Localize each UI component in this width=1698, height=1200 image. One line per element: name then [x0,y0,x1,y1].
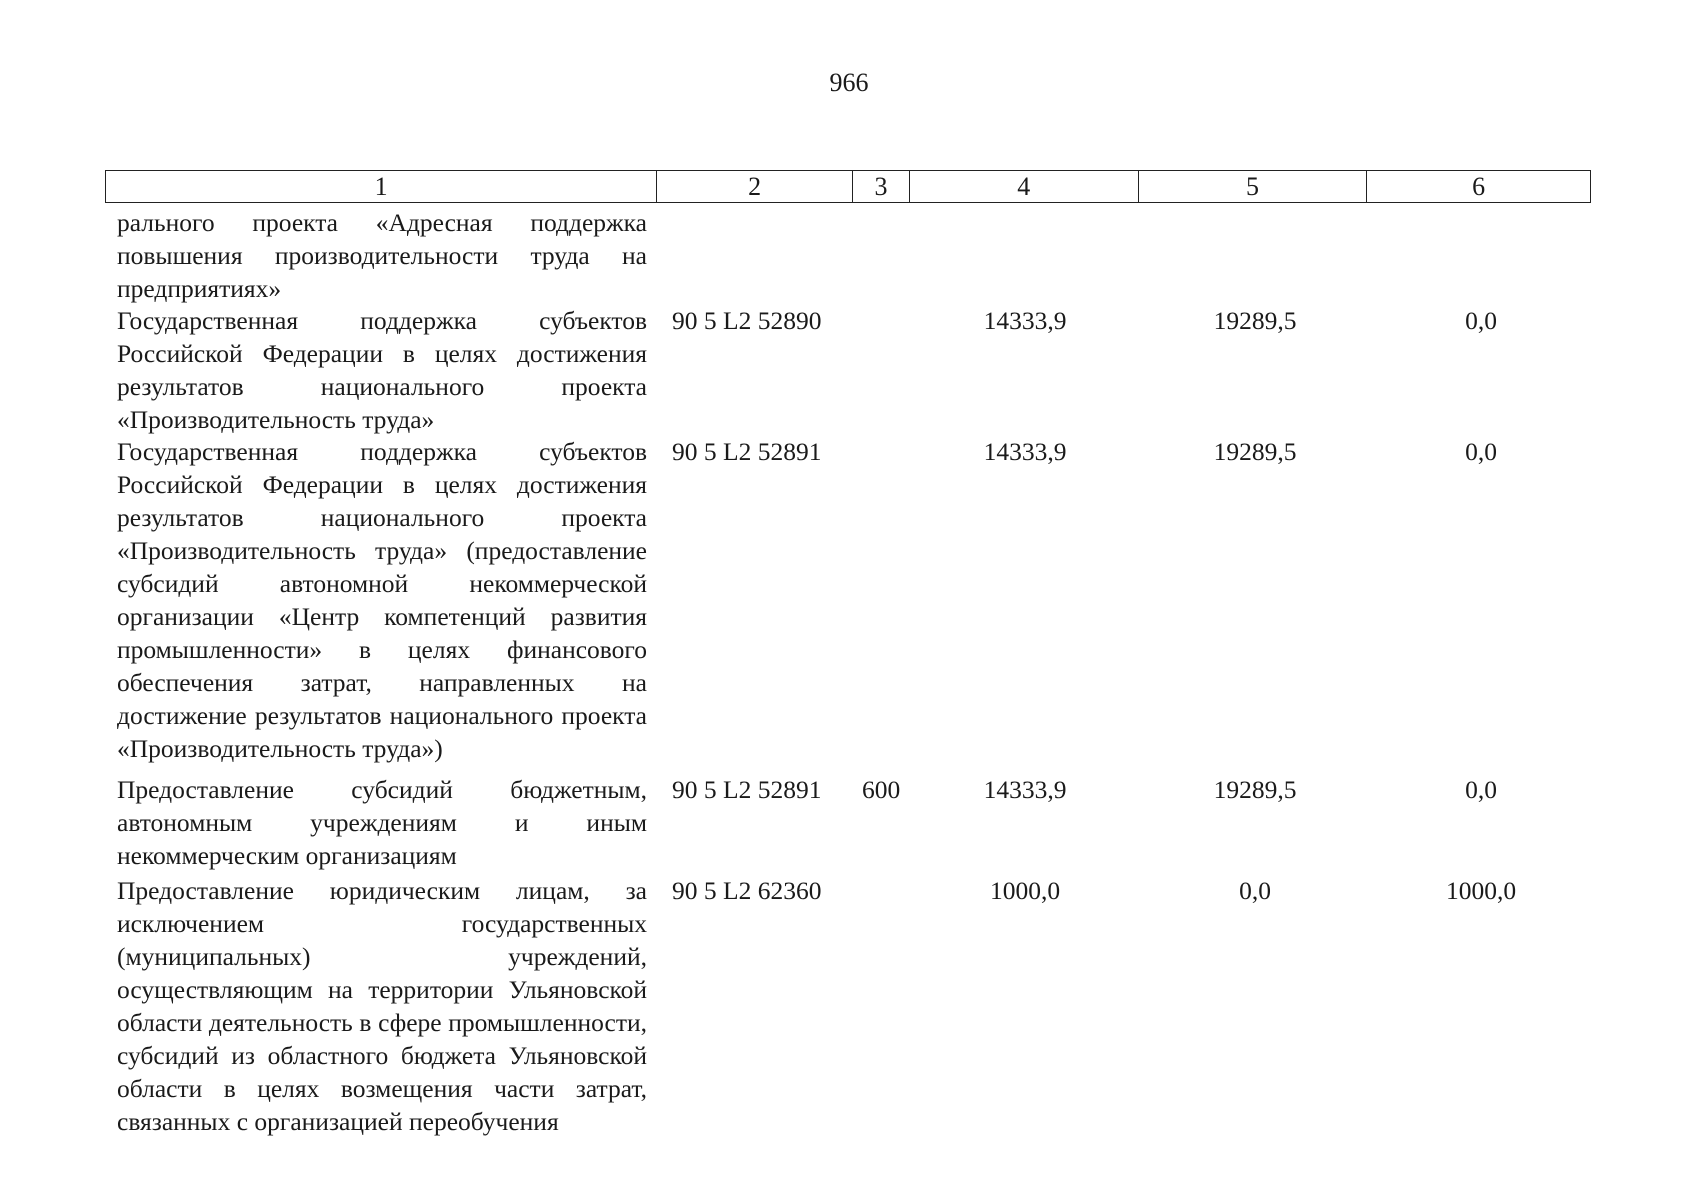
header-col-4: 4 [910,171,1139,202]
row-type: 600 [862,775,901,804]
row-value-6: 1000,0 [1445,876,1517,905]
row-value-5: 0,0 [1239,876,1271,905]
row-value-4: 14333,9 [983,306,1067,335]
row-description: Государственная поддержка субъектов Российской Федерации в целях достижения результатов национального проекта «Производительность труда» [117,306,647,434]
header-col-6: 6 [1472,172,1486,201]
row-code: 90 5 L2 52891 [672,437,822,466]
table-row [0,874,1698,1144]
header-col-1: 1 [106,171,657,202]
table-body [0,206,1698,1144]
row-value-5: 19289,5 [1213,775,1297,804]
row-code: 90 5 L2 62360 [672,876,822,905]
row-code: 90 5 L2 52891 [672,775,822,804]
header-col-2: 2 [657,171,853,202]
row-description: рального проекта «Адресная поддержка повышения производительности труда на предприятиях» [117,208,647,303]
row-value-6: 0,0 [1465,306,1497,335]
row-description: Государственная поддержка субъектов Российской Федерации в целях достижения результатов национального проекта «Производительность труда» (предоставление субсидий автономной некоммерческой организации «Центр компетенций развития промышленности» в целях финансового обеспечения затрат, направленных на достижение результатов национального проекта «Производительность труда») [117,437,647,763]
table-row [0,206,1698,304]
row-value-5: 19289,5 [1213,306,1297,335]
page-number: 966 [829,68,869,97]
row-value-4: 14333,9 [983,775,1067,804]
table-header [105,170,1591,203]
table-row [0,304,1698,435]
row-value-6: 0,0 [1465,775,1497,804]
table-row [0,435,1698,773]
row-value-6: 0,0 [1465,437,1497,466]
row-description: Предоставление субсидий бюджетным, автономным учреждениям и иным некоммерческим организациям [117,775,647,870]
row-code: 90 5 L2 52890 [672,306,822,335]
row-value-5: 19289,5 [1213,437,1297,466]
header-col-3: 3 [853,171,910,202]
header-col-5: 5 [1139,171,1368,202]
table-row [0,773,1698,874]
row-value-4: 14333,9 [983,437,1067,466]
row-value-4: 1000,0 [989,876,1061,905]
row-description: Предоставление юридическим лицам, за исключением государственных (муниципальных) учреждений, осуществляющим на территории Ульяновской области деятельность в сфере промышленности, субсидий из областного бюджета Ульяновской области в целях возмещения части затрат, связанных с организацией переобучения [117,876,647,1136]
